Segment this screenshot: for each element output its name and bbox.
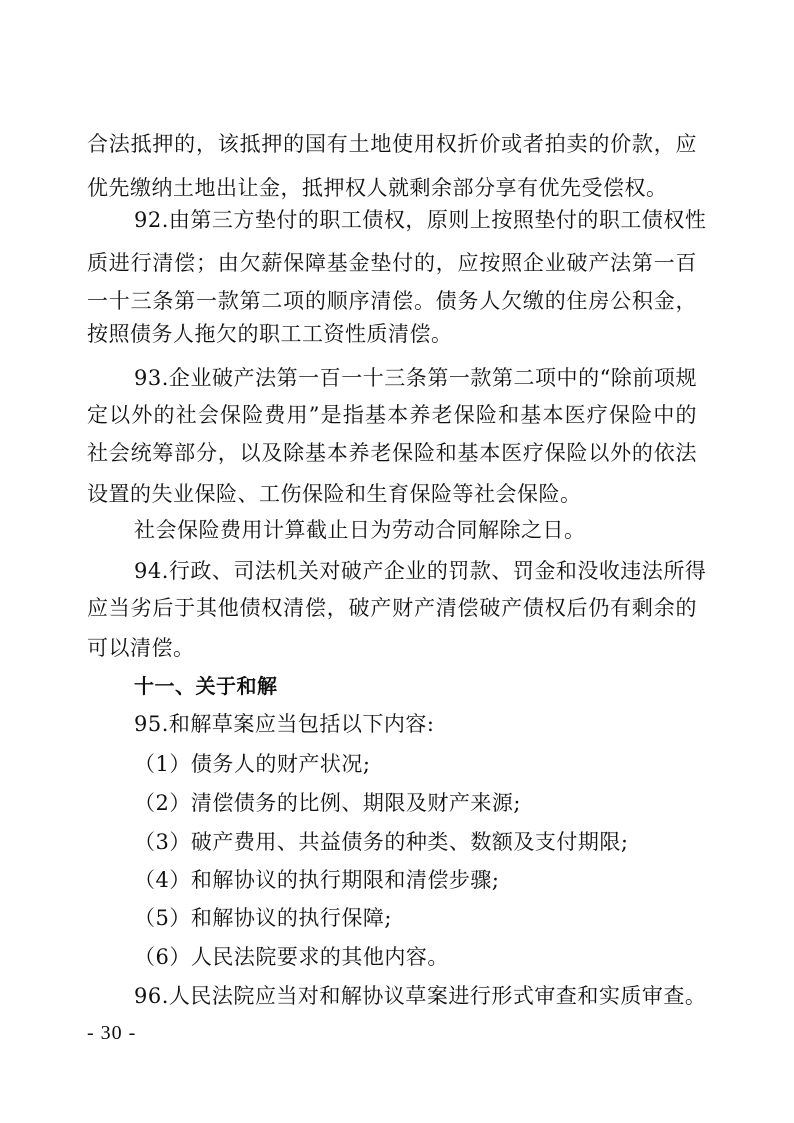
page-number: - 30 - [87, 1022, 137, 1044]
list-item: （5）和解协议的执行保障; [134, 906, 392, 930]
body-line: 应当劣后于其他债权清偿，破产财产清偿破产债权后仍有剩余的 [87, 596, 697, 620]
list-item: （1）债务人的财产状况; [134, 752, 371, 776]
clause-94-line: 94.行政、司法机关对破产企业的罚款、罚金和没收违法所得 [134, 559, 707, 583]
body-line: 优先缴纳土地出让金，抵押权人就剩余部分享有优先受偿权。 [87, 176, 668, 200]
section-heading: 十一、关于和解 [134, 674, 278, 698]
body-line: 一十三条第一款第二项的顺序清偿。债务人欠缴的住房公积金， [87, 289, 697, 313]
body-line: 定以外的社会保险费用”是指基本养老保险和基本医疗保险中的 [87, 403, 697, 427]
clause-96-line: 96.人民法院应当对和解协议草案进行形式审查和实质审查。 [134, 984, 707, 1008]
list-item: （2）清偿债务的比例、期限及财产来源; [134, 791, 521, 815]
body-line: 可以清偿。 [87, 636, 195, 660]
list-item: （6）人民法院要求的其他内容。 [134, 945, 449, 969]
body-line: 合法抵押的，该抵押的国有土地使用权折价或者拍卖的价款，应 [87, 132, 697, 156]
body-line: 设置的失业保险、工伤保险和生育保险等社会保险。 [87, 482, 582, 506]
clause-92-line: 92.由第三方垫付的职工债权，原则上按照垫付的职工债权性 [134, 208, 707, 232]
list-item: （3）破产费用、共益债务的种类、数额及支付期限; [134, 830, 629, 854]
list-item: （4）和解协议的执行期限和清偿步骤; [134, 868, 500, 892]
body-line: 社会统筹部分，以及除基本养老保险和基本医疗保险以外的依法 [87, 441, 697, 465]
body-line: 质进行清偿；由欠薪保障基金垫付的，应按照企业破产法第一百 [87, 251, 697, 275]
clause-93-line: 93.企业破产法第一百一十三条第一款第二项中的“除前项规 [134, 366, 697, 390]
body-line: 社会保险费用计算截止日为劳动合同解除之日。 [134, 518, 586, 542]
body-line: 按照债务人拖欠的职工工资性质清偿。 [87, 322, 453, 346]
clause-95-line: 95.和解草案应当包括以下内容: [134, 712, 435, 736]
